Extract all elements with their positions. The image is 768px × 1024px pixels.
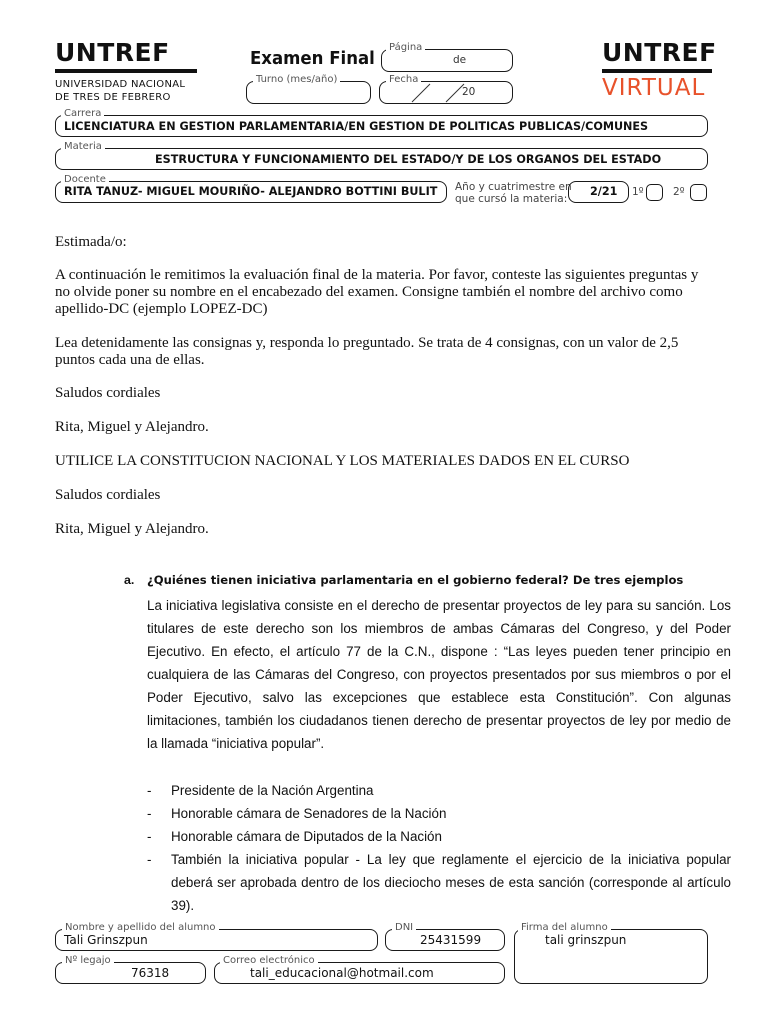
signature-2: Rita, Miguel y Alejandro. xyxy=(55,521,209,537)
list-item-text: También la iniciativa popular - La ley que reglamente el ejercicio de la iniciativa popular deberá ser aprobada dentro de los dieciocho meses de esta sanción (corresponde al artículo 39). xyxy=(171,852,731,913)
logo-line-2: DE TRES DE FEBRERO xyxy=(55,92,171,103)
docente-value: RITA TANUZ- MIGUEL MOURIÑO- ALEJANDRO BOTTINI BULIT xyxy=(64,185,438,198)
firma-value: tali grinszpun xyxy=(545,933,627,947)
firma-label: Firma del alumno xyxy=(518,922,611,933)
materia-label: Materia xyxy=(61,141,105,152)
cuatri-2-checkbox[interactable] xyxy=(690,184,707,201)
intro-paragraph: A continuación le remitimos la evaluación final de la materia. Por favor, conteste las siguientes preguntas y no olvide poner su nombre en el encabezado del examen. Consigne también el nombre del archivo como apellido-DC (ejemplo LOPEZ-DC) xyxy=(55,267,699,317)
answer-paragraph: La iniciativa legislativa consiste en el derecho de presentar proyectos de ley para su sanción. Los titulares de este derecho son los miembros de ambas Cámaras del Congreso, y del Poder Ejecutivo. En efecto, el artículo 77 de la C.N., dispone : “Las leyes pueden tener principio en cualquiera de las Cámaras del Congreso, con proyectos presentados por sus miembros o por el Poder Ejecutivo, salvo las excepciones que establece esta Constitución”. Con algunas limitaciones, también los ciudadanos tienen derecho de presentar proyectos de ley por medio de la llamada “iniciativa popular”. xyxy=(147,598,731,751)
logo-bar-right xyxy=(602,69,712,73)
nombre-value: Tali Grinszpun xyxy=(64,933,148,947)
dni-value: 25431599 xyxy=(420,933,482,947)
correo-value: tali_educacional@hotmail.com xyxy=(250,966,434,980)
untref-logo xyxy=(55,40,197,104)
anio-label-line-2: que cursó la materia: xyxy=(455,193,568,205)
dni-label: DNI xyxy=(392,922,416,933)
pagina-label: Página xyxy=(386,42,425,53)
materia-value: ESTRUCTURA Y FUNCIONAMIENTO DEL ESTADO/Y DE LOS ORGANOS DEL ESTADO xyxy=(155,153,662,166)
docente-label: Docente xyxy=(61,174,109,185)
question-marker: a. xyxy=(124,573,135,587)
list-item-text: Honorable cámara de Senadores de la Nación xyxy=(171,806,447,821)
pagina-de: de xyxy=(453,54,467,66)
fecha-slashes xyxy=(410,82,470,104)
logo-brand-right: UNTREF xyxy=(602,38,717,67)
cuatri-1-checkbox[interactable] xyxy=(646,184,663,201)
logo-line-1: UNIVERSIDAD NACIONAL xyxy=(55,79,186,90)
fecha-label: Fecha xyxy=(386,74,421,85)
legajo-label: Nº legajo xyxy=(62,955,114,966)
turno-label: Turno (mes/año) xyxy=(253,74,340,85)
anio-label xyxy=(455,181,572,205)
greeting: Estimada/o: xyxy=(55,234,127,250)
closing-1: Saludos cordiales xyxy=(55,385,161,401)
anio-label-line-1: Año y cuatrimestre en xyxy=(455,181,572,193)
anio-value: 2/21 xyxy=(590,185,618,198)
logo-brand: UNTREF xyxy=(55,38,170,67)
nombre-label: Nombre y apellido del alumno xyxy=(62,922,219,933)
fecha-year: 20 xyxy=(462,86,476,98)
list-item-text: Honorable cámara de Diputados de la Nación xyxy=(171,829,442,844)
correo-label: Correo electrónico xyxy=(220,955,318,966)
list-item-text: Presidente de la Nación Argentina xyxy=(171,783,374,798)
signature-1: Rita, Miguel y Alejandro. xyxy=(55,419,209,435)
cuatri-2-label: 2º xyxy=(673,186,685,198)
cuatri-1-label: 1º xyxy=(632,186,644,198)
exam-title: Examen Final xyxy=(250,48,375,69)
carrera-label: Carrera xyxy=(61,108,104,119)
logo-bar xyxy=(55,69,197,73)
logo-virtual: VIRTUAL xyxy=(602,75,706,101)
carrera-value: LICENCIATURA EN GESTION PARLAMENTARIA/EN GESTION DE POLITICAS PUBLICAS/COMUNES xyxy=(64,120,649,133)
notice: UTILICE LA CONSTITUCION NACIONAL Y LOS MATERIALES DADOS EN EL CURSO xyxy=(55,453,630,469)
closing-2: Saludos cordiales xyxy=(55,487,161,503)
legajo-value: 76318 xyxy=(131,966,170,980)
untref-virtual-logo xyxy=(602,40,717,100)
question-title: ¿Quiénes tienen iniciativa parlamentaria en el gobierno federal? De tres ejemplos xyxy=(147,573,684,587)
instructions-paragraph: Lea detenidamente las consignas y, responda lo preguntado. Se trata de 4 consignas, con un valor de 2,5 puntos cada una de ellas. xyxy=(55,335,679,368)
